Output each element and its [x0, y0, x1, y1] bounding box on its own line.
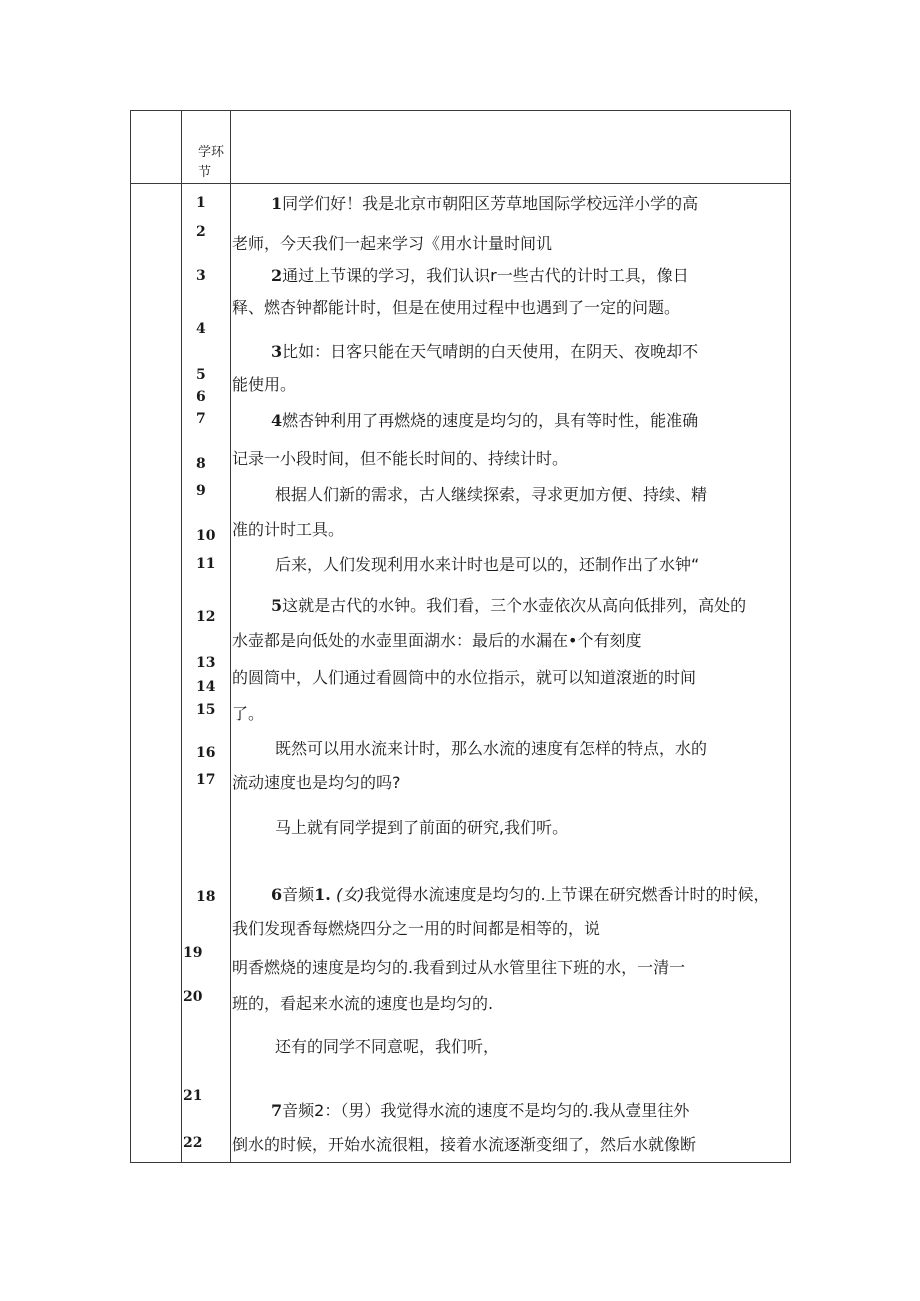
row-number: 17	[196, 772, 216, 788]
row-number: 2	[196, 224, 206, 240]
paragraph-line: 马上就有同学提到了前面的研究,我们听。	[275, 818, 569, 837]
paragraph-line: 2通过上节课的学习，我们认识r一些古代的计时工具，像日	[271, 266, 689, 285]
row-number: 3	[196, 268, 206, 284]
row-number: 1	[196, 195, 206, 211]
row-number: 8	[196, 456, 206, 472]
row-number: 4	[196, 321, 206, 337]
paragraph-line: 4燃杏钟利用了再燃烧的速度是均匀的，具有等时性，能准确	[271, 411, 699, 430]
row-number: 16	[196, 745, 216, 761]
row-number: 15	[196, 702, 216, 718]
row-number: 5	[196, 367, 206, 383]
header-divider	[130, 183, 791, 184]
paragraph-line: 明香燃烧的速度是均匀的.我看到过从水管里往下班的水，一清一	[232, 958, 686, 977]
row-number: 19	[183, 945, 203, 961]
paragraph-line: 我们发现香每燃烧四分之一用的时间都是相等的，说	[232, 919, 601, 938]
paragraph-line: 释、燃杏钟都能计时，但是在使用过程中也遇到了一定的问题。	[232, 298, 681, 317]
row-number: 9	[196, 483, 206, 499]
row-number: 21	[183, 1088, 203, 1104]
paragraph-line: 6音频1. (女)我觉得水流速度是均匀的.上节课在研究燃香计时的时候，	[271, 885, 770, 904]
paragraph-line: 能使用。	[232, 375, 297, 394]
paragraph-line: 记录一小段时间，但不能长时间的、持续计时。	[232, 449, 569, 468]
paragraph-line: 1同学们好！我是北京市朝阳区芳草地国际学校远洋小学的高	[271, 194, 699, 213]
header-segment-label-line1: 学环	[198, 145, 225, 160]
column-divider-1	[181, 110, 182, 1163]
row-number: 13	[196, 655, 216, 671]
paragraph-line: 7音频2：（男）我觉得水流的速度不是均匀的.我从壹里往外	[271, 1101, 690, 1120]
header-segment-label-line2: 节	[198, 165, 212, 180]
row-number: 10	[196, 528, 216, 544]
paragraph-line: 后来，人们发现利用水来计时也是可以的，还制作出了水钟“	[275, 555, 700, 574]
paragraph-line: 的圆筒中，人们通过看圆筒中的水位指示，就可以知道滾逝的时间	[232, 668, 697, 687]
row-number: 12	[196, 609, 216, 625]
paragraph-line: 班的，看起来水流的速度也是均匀的.	[232, 994, 494, 1013]
paragraph-line: 倒水的时候，开始水流很粗，接着水流逐渐变细了，然后水就像断	[232, 1135, 697, 1154]
row-number: 7	[196, 411, 206, 427]
row-number: 18	[196, 889, 216, 905]
paragraph-line: 3比如：日客只能在天气晴朗的白天使用，在阴天、夜晚却不	[271, 342, 699, 361]
paragraph-line: 既然可以用水流来计时，那么水流的速度有怎样的特点，水的	[275, 739, 708, 758]
paragraph-line: 流动速度也是均匀的吗?	[232, 773, 401, 792]
column-divider-2	[230, 110, 231, 1163]
paragraph-line: 准的计时工具。	[232, 520, 345, 539]
row-number: 6	[196, 389, 206, 402]
paragraph-line: 老师，今天我们一起来学习《用水计量时间讥	[232, 234, 553, 253]
paragraph-line: 还有的同学不同意呢，我们听，	[275, 1037, 500, 1056]
row-number: 20	[183, 989, 203, 1005]
paragraph-line: 根据人们新的需求，古人继续探索，寻求更加方便、持续、精	[275, 485, 708, 504]
row-number: 14	[196, 679, 216, 695]
paragraph-line: 了。	[232, 704, 265, 723]
paragraph-line: 5这就是古代的水钟。我们看，三个水壶依次从高向低排列，高处的	[271, 596, 747, 615]
row-number: 22	[183, 1135, 203, 1151]
row-number: 11	[196, 556, 216, 572]
paragraph-line: 水壶都是向低处的水壶里面湖水：最后的水漏在•个有刻度	[232, 631, 642, 650]
